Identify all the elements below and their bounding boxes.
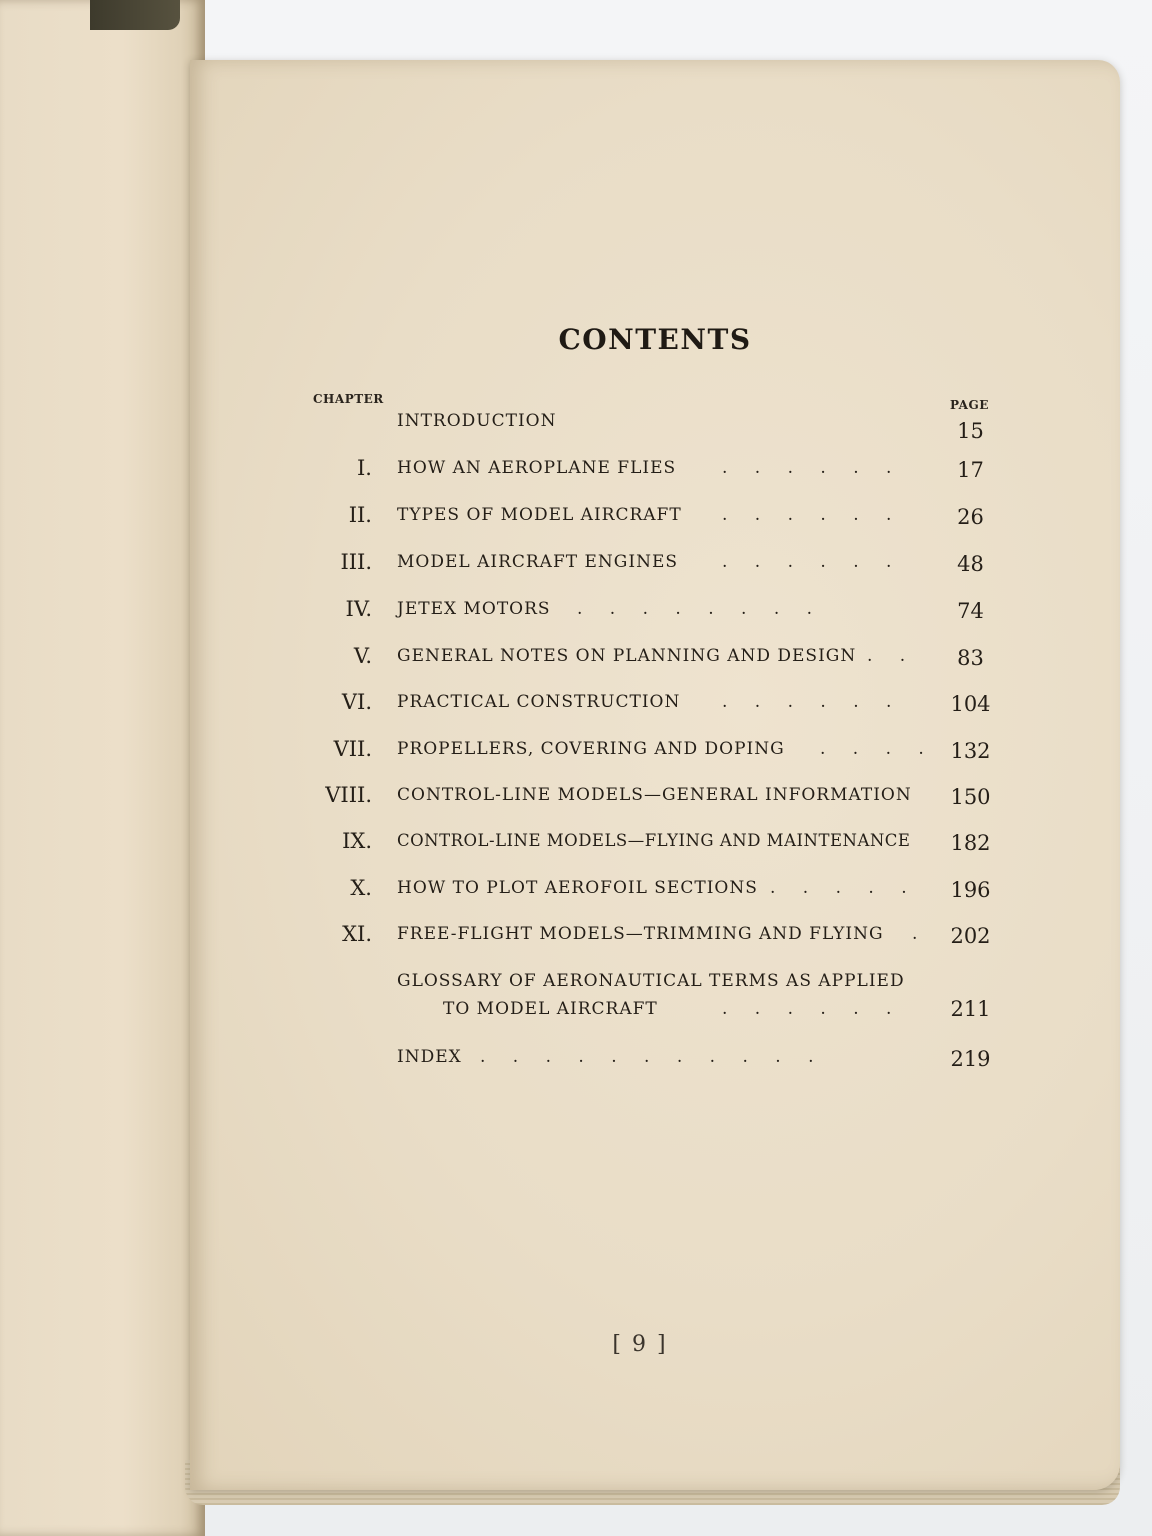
leader-dots: . . . . . . <box>722 552 903 572</box>
chapter-number: V. <box>353 644 372 668</box>
contents-heading: CONTENTS <box>558 323 752 356</box>
leader-dots: . . <box>867 646 917 666</box>
toc-entry <box>300 597 1000 631</box>
left-page <box>0 0 205 1536</box>
toc-entry <box>300 876 1000 910</box>
page-number: 132 <box>950 739 991 763</box>
chapter-number: IV. <box>345 597 372 621</box>
page-number: 26 <box>957 505 984 529</box>
chapter-title: MODEL AIRCRAFT ENGINES <box>397 552 679 572</box>
chapter-number: VI. <box>341 690 372 714</box>
chapter-title: PRACTICAL CONSTRUCTION <box>397 692 681 712</box>
page-number: 182 <box>950 831 991 855</box>
toc-entry <box>300 550 1000 584</box>
leader-dots: . . . . . . . . <box>577 599 824 619</box>
chapter-column-label: CHAPTER <box>313 392 384 406</box>
leader-dots: . . . . . <box>770 878 918 898</box>
toc-entry-glossary <box>300 969 1000 1029</box>
toc-entry <box>300 737 1000 771</box>
right-page <box>190 60 1120 1490</box>
toc-entry <box>300 503 1000 537</box>
toc-entry <box>300 690 1000 724</box>
leader-dots: . . . . . . <box>722 692 903 712</box>
chapter-number: X. <box>350 876 372 900</box>
leader-dots: . . . . <box>820 739 935 759</box>
chapter-number: XI. <box>342 922 372 946</box>
chapter-number: I. <box>357 456 372 480</box>
page-number: 83 <box>957 646 984 670</box>
book-cover-corner <box>90 0 180 30</box>
toc-entry-index <box>300 1045 1000 1079</box>
chapter-number: VIII. <box>325 783 372 807</box>
chapter-title: GENERAL NOTES ON PLANNING AND DESIGN <box>397 646 857 666</box>
chapter-number: VII. <box>333 737 372 761</box>
page-number: 48 <box>957 552 984 576</box>
chapter-title: PROPELLERS, COVERING AND DOPING <box>397 739 785 759</box>
leader-dots: . . . . . . <box>722 999 903 1019</box>
page-number: 219 <box>950 1047 991 1071</box>
chapter-number: II. <box>348 503 372 527</box>
page-folio: [ 9 ] <box>612 1332 668 1357</box>
chapter-title: JETEX MOTORS <box>397 599 551 619</box>
chapter-title: INTRODUCTION <box>397 411 557 431</box>
page-number: 15 <box>957 419 984 443</box>
chapter-title: CONTROL-LINE MODELS—GENERAL INFORMATION <box>397 785 912 805</box>
glossary-title-line-1: GLOSSARY OF AERONAUTICAL TERMS AS APPLIED <box>397 971 905 991</box>
index-title: INDEX <box>397 1047 462 1067</box>
page-number: 74 <box>957 599 984 623</box>
chapter-title: HOW AN AEROPLANE FLIES <box>397 458 677 478</box>
leader-dots: . <box>912 924 929 944</box>
page-column-label: PAGE <box>950 398 989 412</box>
page-number: 202 <box>950 924 991 948</box>
leader-dots: . . . . . . <box>722 505 903 525</box>
chapter-title: TYPES OF MODEL AIRCRAFT <box>397 505 682 525</box>
toc-entry <box>300 922 1000 956</box>
page-number: 196 <box>950 878 991 902</box>
toc-entry <box>300 644 1000 678</box>
toc-entry <box>300 783 1000 817</box>
chapter-number: III. <box>340 550 372 574</box>
toc-entry <box>300 829 1000 863</box>
toc-entry <box>300 456 1000 490</box>
page-number: 211 <box>950 997 991 1021</box>
leader-dots: . . . . . . <box>722 458 903 478</box>
chapter-number: IX. <box>342 829 372 853</box>
toc-entry <box>300 409 1000 443</box>
page-number: 104 <box>950 692 991 716</box>
chapter-title: CONTROL-LINE MODELS—FLYING AND MAINTENANCE <box>397 831 911 850</box>
page-number: 17 <box>957 458 984 482</box>
glossary-title-line-2: TO MODEL AIRCRAFT <box>443 999 658 1019</box>
page-number: 150 <box>950 785 991 809</box>
leader-dots: . . . . . . . . . . . <box>480 1047 825 1067</box>
chapter-title: HOW TO PLOT AEROFOIL SECTIONS <box>397 878 758 898</box>
chapter-title: FREE-FLIGHT MODELS—TRIMMING AND FLYING <box>397 924 884 944</box>
